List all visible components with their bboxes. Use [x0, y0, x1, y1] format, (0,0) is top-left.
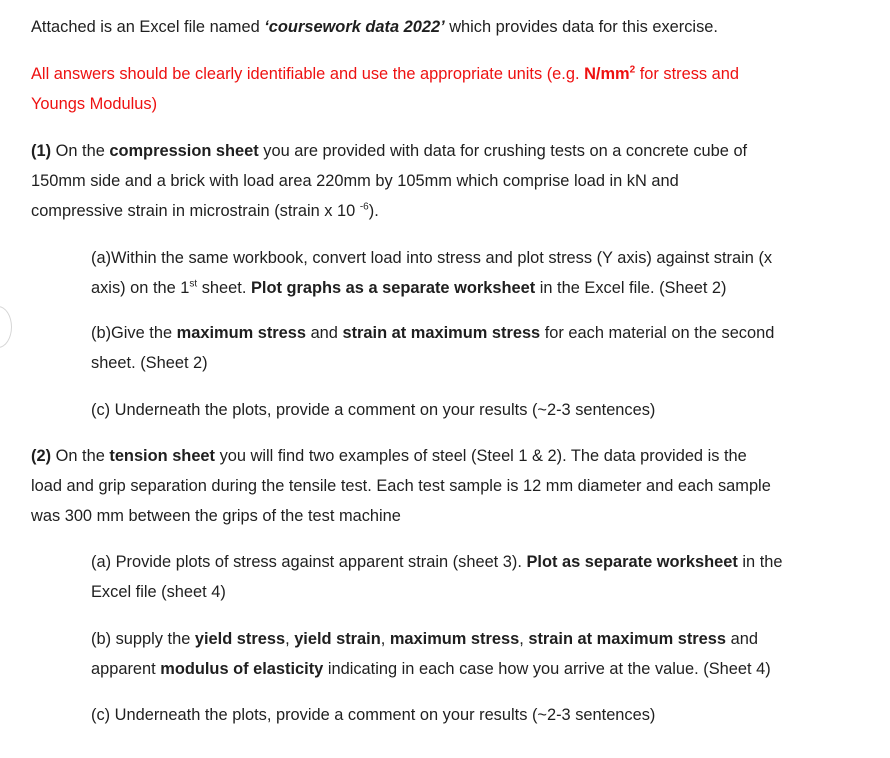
q1b-line-1: (b)Give the maximum stress and strain at maximum stress for each material on the second — [91, 324, 775, 342]
q2c-line: (c) Underneath the plots, provide a comment on your results (~2-3 sentences) — [91, 706, 656, 724]
q2-line-2: load and grip separation during the tensile test. Each test sample is 12 mm diameter and each sample — [31, 477, 771, 495]
units-note-unit: N/mm — [584, 65, 630, 83]
intro-text-end: which provides data for this exercise. — [444, 18, 718, 36]
q1-line-1: (1) On the compression sheet you are provided with data for crushing tests on a concrete cube of — [31, 142, 748, 160]
q1-line-2: 150mm side and a brick with load area 220mm by 105mm which comprise load in kN and — [31, 172, 679, 190]
q2b-line-1: (b) supply the yield stress, yield strain, maximum stress, strain at maximum stress and — [91, 630, 758, 648]
q1b-line-2: sheet. (Sheet 2) — [91, 354, 208, 372]
intro-paragraph — [31, 12, 718, 42]
q2-line-1: (2) On the tension sheet you will find two examples of steel (Steel 1 & 2). The data provided is the — [31, 447, 747, 465]
q1a-line-1: (a)Within the same workbook, convert load into stress and plot stress (Y axis) against strain (x — [91, 249, 773, 267]
q2-line-3: was 300 mm between the grips of the test machine — [31, 507, 401, 525]
q2b-line-2: apparent modulus of elasticity indicating in each case how you arrive at the value. (Sheet 4) — [91, 660, 771, 678]
q1c-line: (c) Underneath the plots, provide a comment on your results (~2-3 sentences) — [91, 401, 656, 419]
units-note-line-1: All answers should be clearly identifiable and use the appropriate units (e.g. $N/mm^2$ for stress and — [31, 64, 740, 83]
margin-marker — [0, 306, 12, 348]
q1a-line-2: axis) on the 1st sheet. Plot graphs as a separate worksheet in the Excel file. (Sheet 2) — [91, 278, 727, 297]
q2a-line-2: Excel file (sheet 4) — [91, 583, 226, 601]
q2a-line-1: (a) Provide plots of stress against apparent strain (sheet 3). Plot as separate worksheet in the — [91, 553, 783, 571]
intro-filename: ‘coursework data 2022’ — [264, 18, 445, 36]
q2-number: (2) — [31, 447, 52, 465]
q1-number: (1) — [31, 142, 52, 160]
units-note-line-2: Youngs Modulus) — [31, 95, 158, 113]
intro-text: Attached is an Excel file named — [31, 18, 265, 36]
q1-line-3: compressive strain in microstrain (strain x 10 $^{-6}$). — [31, 201, 379, 220]
